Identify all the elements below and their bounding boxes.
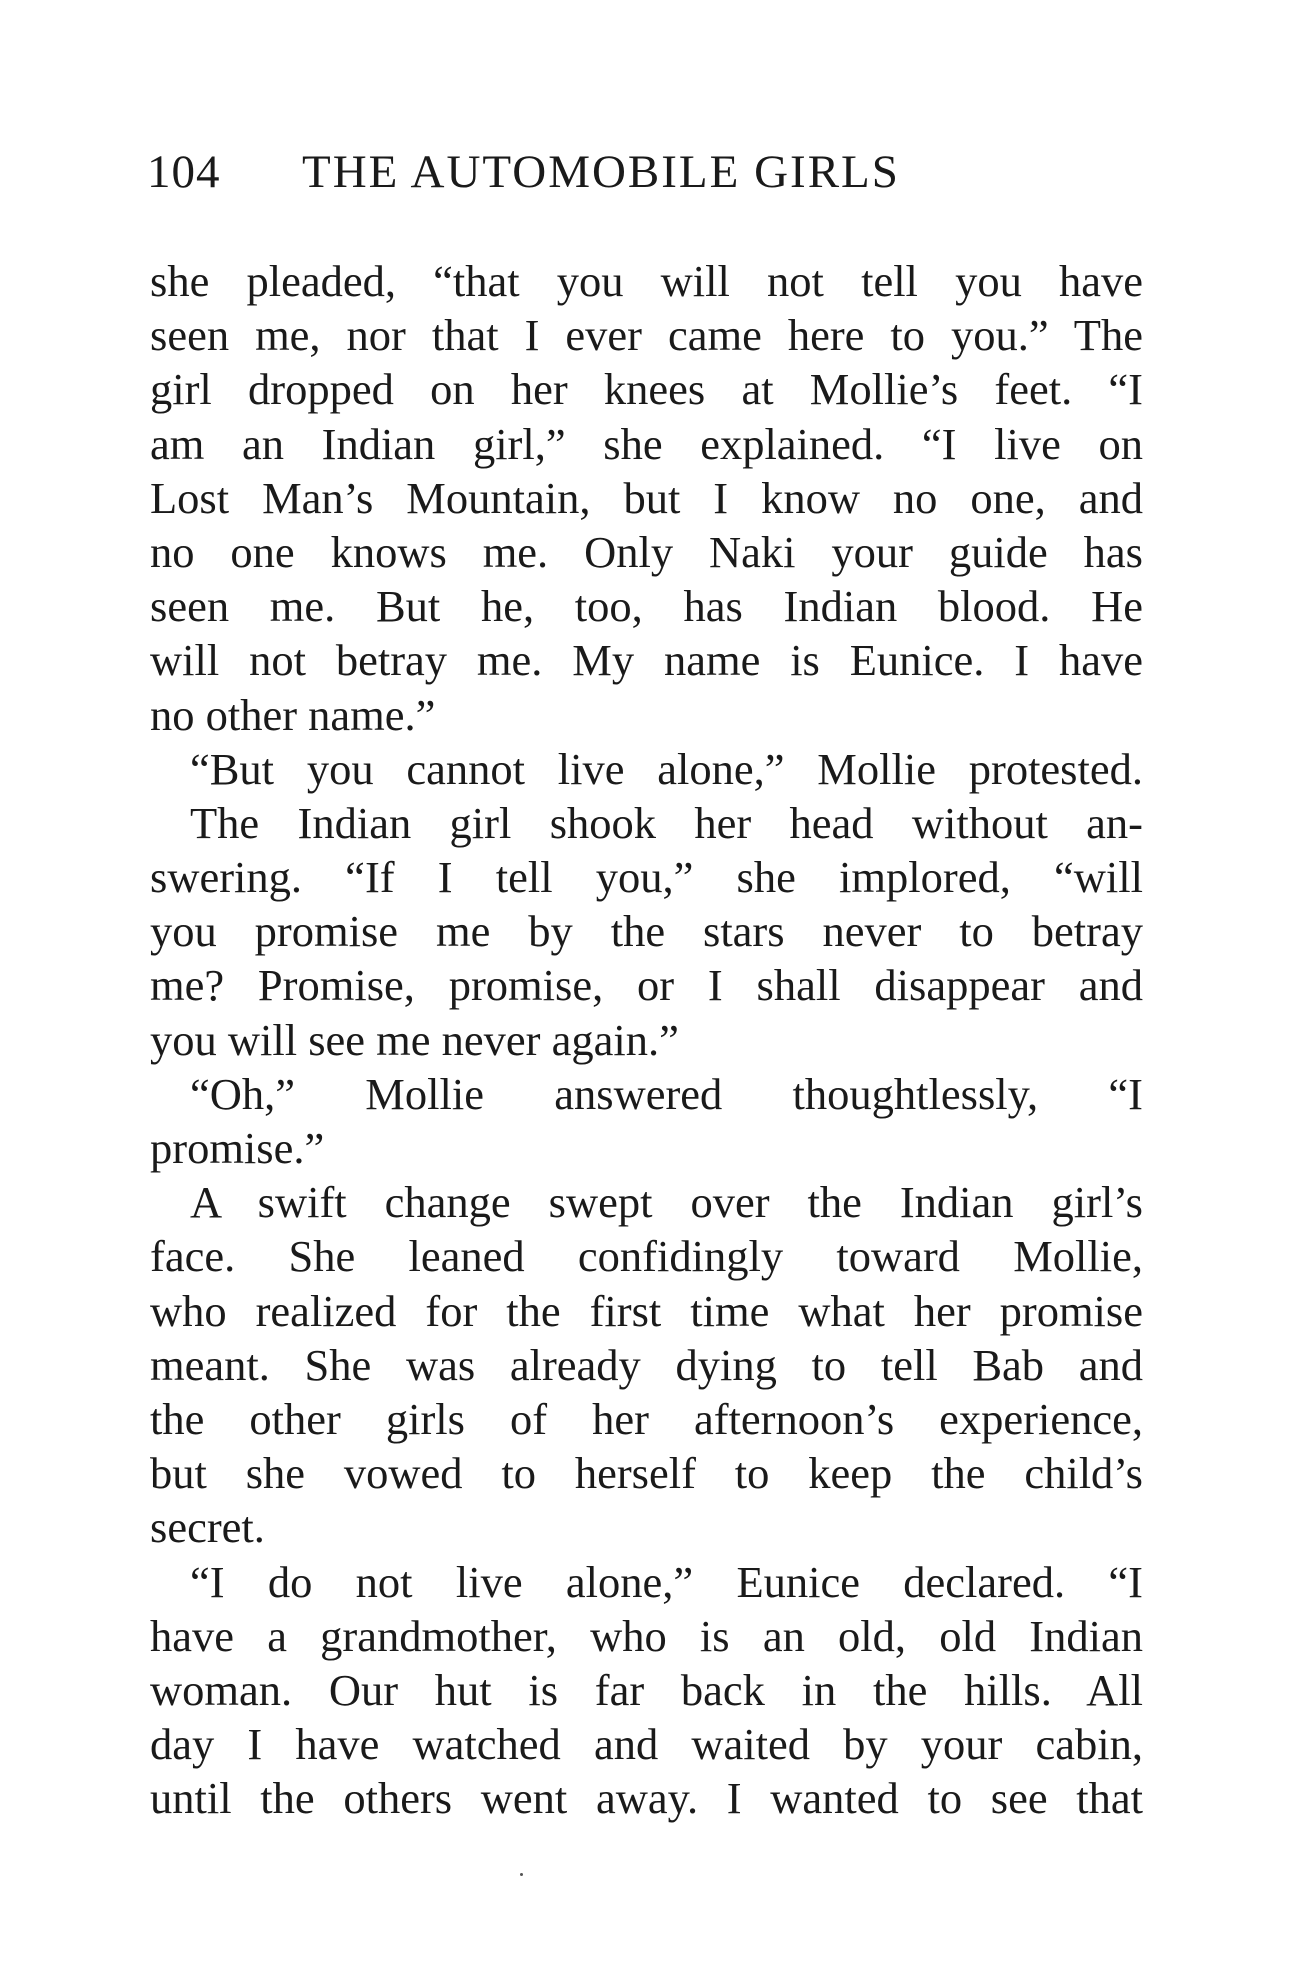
text-line: you will see me never again.”	[150, 1014, 679, 1065]
page-number: 104	[147, 146, 221, 198]
text-line: swering. “If I tell you,” she implored, “will	[150, 852, 1143, 903]
text-line: face. She leaned confidingly toward Mollie,	[150, 1231, 1143, 1282]
print-speck	[520, 1873, 523, 1876]
text-line: have a grandmother, who is an old, old Indian	[150, 1610, 1143, 1661]
text-line: meant. She was already dying to tell Bab and	[150, 1339, 1143, 1390]
text-line: A swift change swept over the Indian girl’s	[190, 1177, 1143, 1228]
text-line: seen me. But he, too, has Indian blood. He	[150, 581, 1143, 632]
text-line: woman. Our hut is far back in the hills. All	[150, 1664, 1143, 1715]
book-title: THE AUTOMOBILE GIRLS	[302, 146, 900, 198]
text-line: Lost Man’s Mountain, but I know no one, and	[150, 472, 1143, 523]
running-head	[147, 142, 1147, 202]
body-text	[150, 254, 1143, 1825]
text-line: she pleaded, “that you will not tell you have	[150, 256, 1143, 306]
text-line: no one knows me. Only Naki your guide has	[150, 526, 1143, 577]
text-line: “Oh,” Mollie answered thoughtlessly, “I	[190, 1068, 1143, 1119]
text-line: will not betray me. My name is Eunice. I have	[150, 635, 1143, 686]
text-line: you promise me by the stars never to betray	[150, 906, 1143, 957]
text-line: “But you cannot live alone,” Mollie protested.	[190, 743, 1143, 794]
text-line: day I have watched and waited by your cabin,	[150, 1719, 1143, 1770]
text-line: who realized for the first time what her promise	[150, 1285, 1143, 1336]
text-line: until the others went away. I wanted to see that	[150, 1773, 1143, 1824]
text-line: no other name.”	[150, 689, 436, 740]
text-line: girl dropped on her knees at Mollie’s feet. “I	[150, 364, 1143, 415]
text-line: secret.	[150, 1502, 265, 1553]
text-line: me? Promise, promise, or I shall disappear and	[150, 960, 1143, 1011]
text-line: “I do not live alone,” Eunice declared. “I	[190, 1556, 1143, 1607]
text-line: promise.”	[150, 1123, 325, 1173]
text-line: the other girls of her afternoon’s experience,	[150, 1393, 1143, 1444]
text-line: am an Indian girl,” she explained. “I live on	[150, 418, 1143, 469]
text-line: The Indian girl shook her head without an-	[190, 797, 1143, 848]
text-line: seen me, nor that I ever came here to you.” The	[150, 310, 1143, 361]
text-line: but she vowed to herself to keep the child’s	[150, 1448, 1143, 1499]
